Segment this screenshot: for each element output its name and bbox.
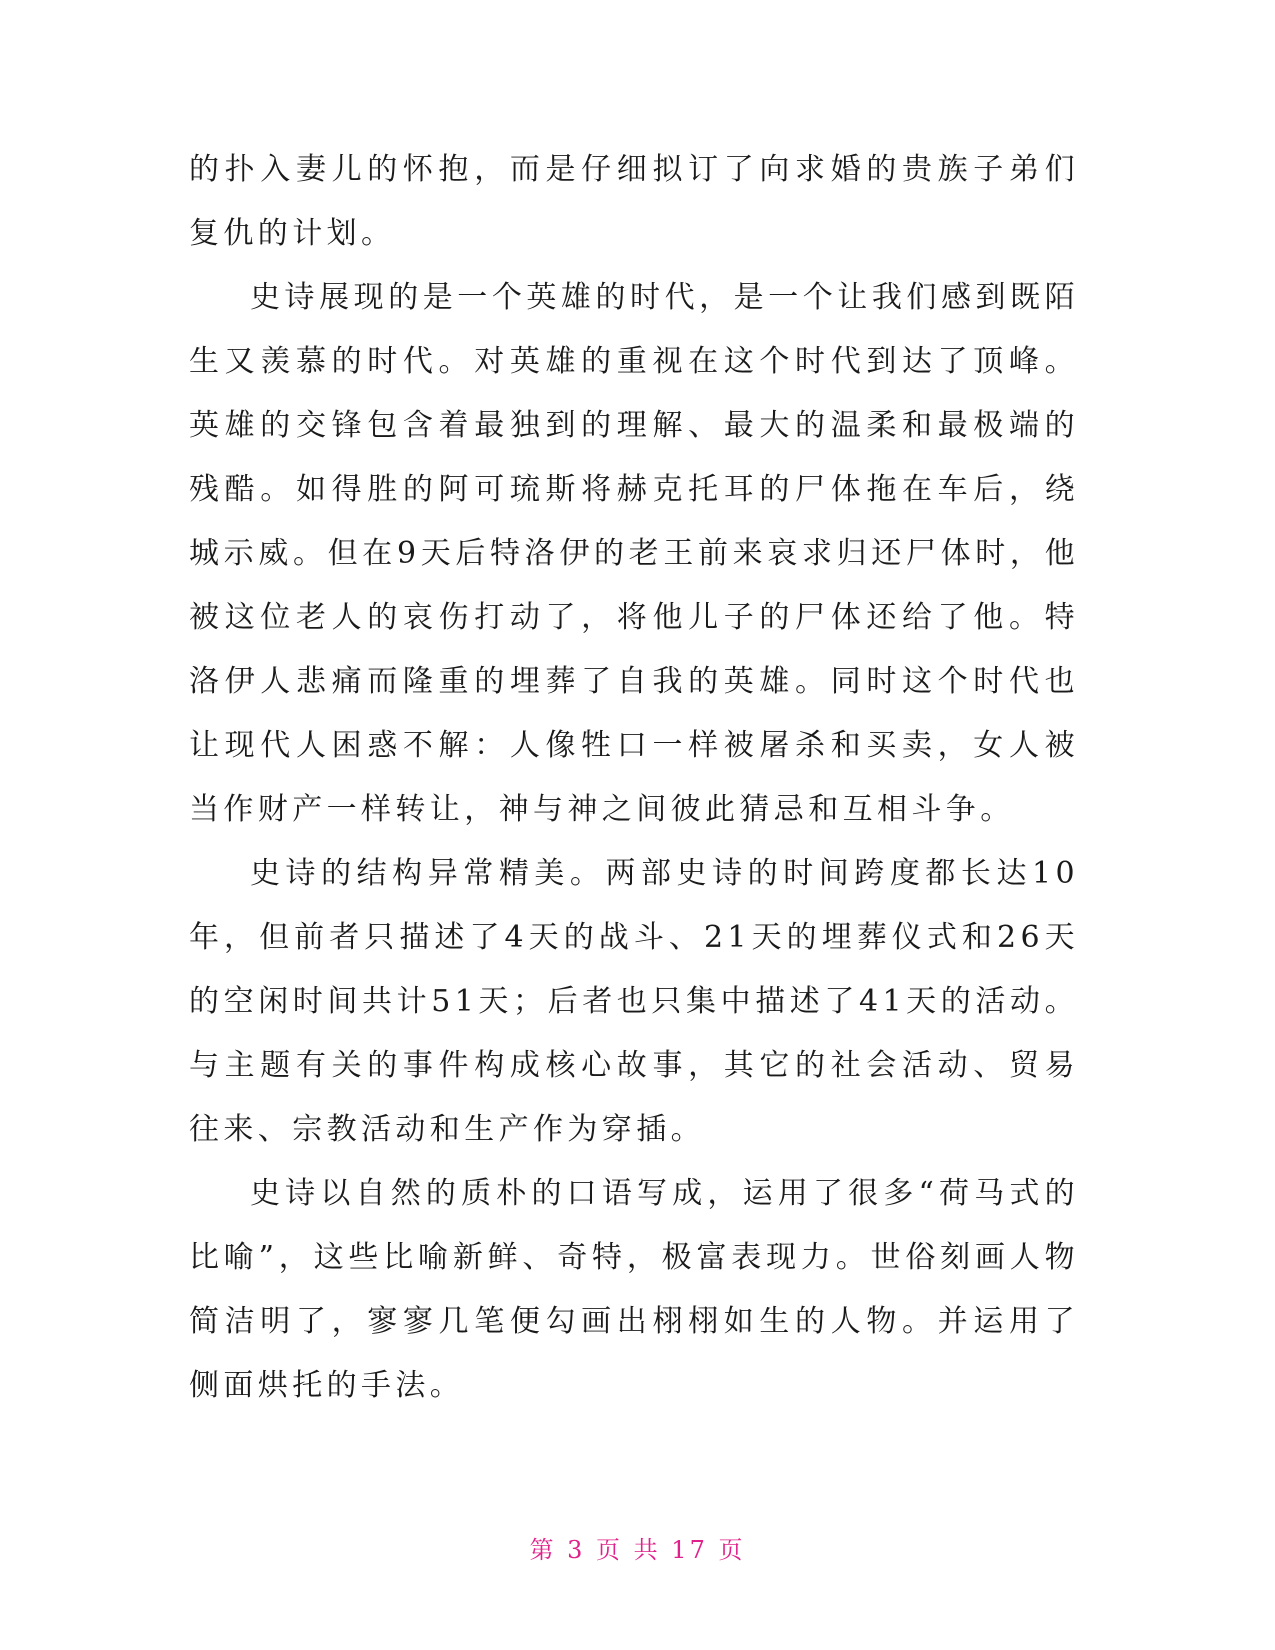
paragraph-continuation: 的扑入妻儿的怀抱，而是仔细拟订了向求婚的贵族子弟们复仇的计划。 [189,152,1079,251]
page-body [189,138,1079,1418]
paragraph-language: 史诗以自然的质朴的口语写成，运用了很多“荷马式的比喻”，这些比喻新鲜、奇特，极富表现力。世俗刻画人物简洁明了，寥寥几笔便勾画出栩栩如生的人物。并运用了侧面烘托的手法。 [189,1176,1079,1403]
page-number-footer: 第 3 页 共 17 页 [529,1536,746,1564]
paragraph-heroic-age: 史诗展现的是一个英雄的时代，是一个让我们感到既陌生又羡慕的时代。对英雄的重视在这个时代到达了顶峰。英雄的交锋包含着最独到的理解、最大的温柔和最极端的残酷。如得胜的阿可琉斯将赫克托耳的尸体拖在车后，绕城示威。但在9天后特洛伊的老王前来哀求归还尸体时，他被这位老人的哀伤打动了，将他儿子的尸体还给了他。特洛伊人悲痛而隆重的埋葬了自我的英雄。同时这个时代也让现代人困惑不解：人像牲口一样被屠杀和买卖，女人被当作财产一样转让，神与神之间彼此猜忌和互相斗争。 [189,280,1079,827]
paragraph-structure: 史诗的结构异常精美。两部史诗的时间跨度都长达10年，但前者只描述了4天的战斗、21天的埋葬仪式和26天的空闲时间共计51天；后者也只集中描述了41天的活动。与主题有关的事件构成核心故事，其它的社会活动、贸易往来、宗教活动和生产作为穿插。 [189,856,1079,1147]
